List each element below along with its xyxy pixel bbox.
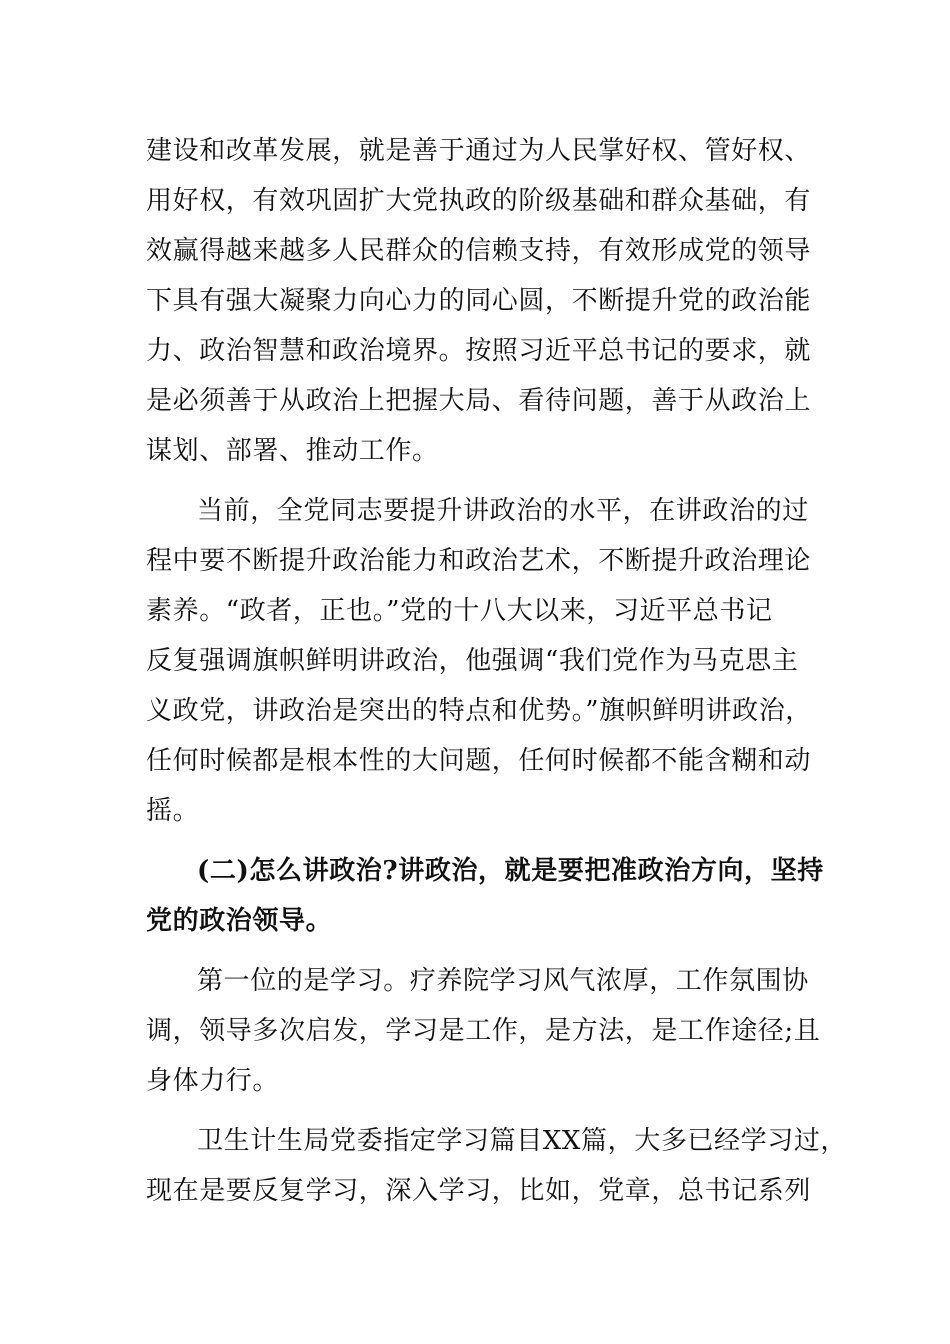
text-line: 用好权，有效巩固扩大党执政的阶级基础和群众基础，有 <box>146 186 812 216</box>
text-line: 力、政治智慧和政治境界。按照习近平总书记的要求，就 <box>146 336 812 366</box>
text-line: 下具有强大凝聚力向心力的同心圆，不断提升党的政治能 <box>146 286 812 316</box>
text-line: 是必须善于从政治上把握大局、看待问题，善于从政治上 <box>146 386 812 416</box>
text-line: 调，领导多次启发，学习是工作，是方法，是工作途径;且 <box>146 1016 821 1046</box>
text-line: 义政党，讲政治是突出的特点和优势。”旗帜鲜明讲政治， <box>146 696 812 726</box>
text-line: 摇。 <box>146 796 200 826</box>
text-line: 谋划、部署、推动工作。 <box>146 436 439 466</box>
text-line: 身体力行。 <box>146 1066 280 1096</box>
text-line: 效赢得越来越多人民群众的信赖支持，有效形成党的领导 <box>146 236 812 266</box>
text-line: 建设和改革发展，就是善于通过为人民掌好权、管好权、 <box>146 136 812 166</box>
paragraph-start-line: 当前，全党同志要提升讲政治的水平，在讲政治的过 <box>197 496 809 526</box>
paragraph-start-line: 卫生计生局党委指定学习篇目XX篇，大多已经学习过， <box>197 1126 848 1156</box>
text-line: 反复强调旗帜鲜明讲政治，他强调“我们党作为马克思主 <box>146 646 799 676</box>
section-heading-line: (二)怎么讲政治?讲政治，就是要把准政治方向，坚持 <box>197 856 824 886</box>
text-line: 素养。“政者，正也。”党的十八大以来，习近平总书记 <box>146 596 773 626</box>
text-line: 现在是要反复学习，深入学习，比如，党章，总书记系列 <box>146 1176 812 1206</box>
section-heading-line: 党的政治领导。 <box>146 906 333 936</box>
paragraph-start-line: 第一位的是学习。疗养院学习风气浓厚，工作氛围协 <box>197 966 809 996</box>
text-line: 程中要不断提升政治能力和政治艺术，不断提升政治理论 <box>146 546 812 576</box>
text-line: 任何时候都是根本性的大问题，任何时候都不能含糊和动 <box>146 746 812 776</box>
